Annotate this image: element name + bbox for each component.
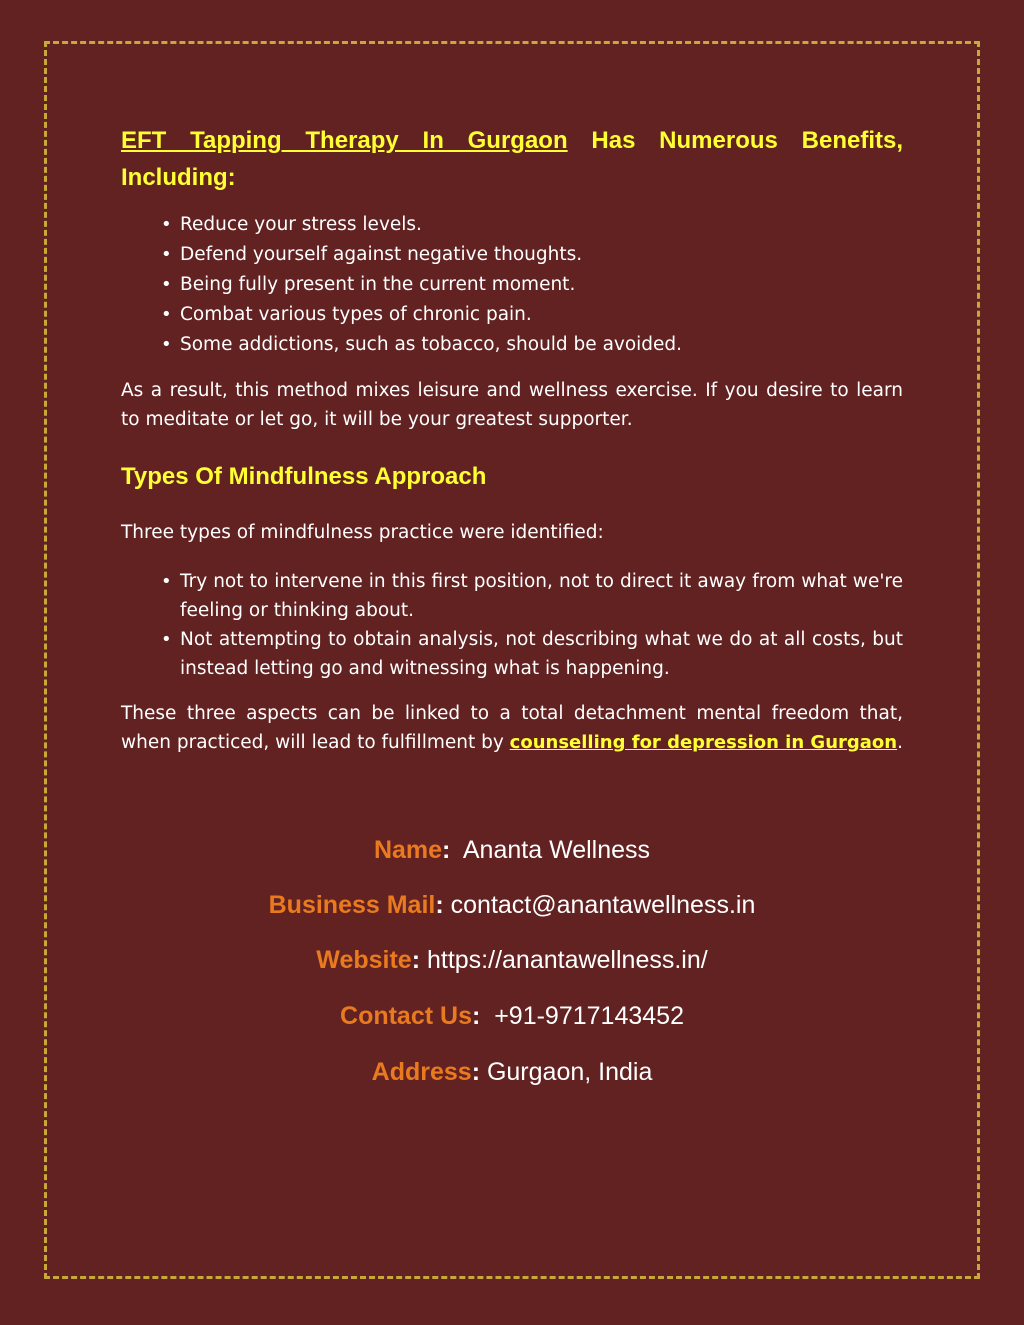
list-item: • Defend yourself against negative thoughts. <box>161 240 903 270</box>
mail-label: Business Mail <box>268 891 436 919</box>
colon: : <box>471 1002 481 1030</box>
contact-name <box>0 836 1024 865</box>
mindfulness-heading: Types Of Mindfulness Approach <box>121 463 487 490</box>
conclusion-end: . <box>897 732 904 753</box>
colon: : <box>435 891 444 919</box>
website-value[interactable]: https://anantawellness.in/ <box>420 946 708 974</box>
contact-website <box>0 946 1024 975</box>
name-value: Ananta Wellness <box>450 836 651 864</box>
phone-label: Contact Us <box>340 1002 472 1030</box>
list-item: • Some addictions, such as tobacco, should be avoided. <box>161 330 903 360</box>
colon: : <box>442 836 451 864</box>
list-item: • Being fully present in the current moment. <box>161 270 903 300</box>
benefits-list <box>121 210 903 360</box>
phone-value[interactable]: +91-9717143452 <box>480 1002 684 1030</box>
contact-phone <box>0 1002 1024 1031</box>
list-item: • Reduce your stress levels. <box>161 210 903 240</box>
address-value: Gurgaon, India <box>480 1058 653 1086</box>
main-content <box>121 122 903 757</box>
result-paragraph: As a result, this method mixes leisure and wellness exercise. If you desire to learn to meditate or let go, it will be your greatest supporter. <box>121 380 903 430</box>
mindfulness-list <box>121 567 903 683</box>
contact-mail <box>0 891 1024 920</box>
colon: : <box>471 1058 481 1086</box>
benefits-heading <box>121 122 903 196</box>
address-label: Address <box>371 1058 472 1086</box>
contact-address <box>0 1058 1024 1087</box>
list-item: • Try not to intervene in this first position, not to direct it away from what we're feeling or thinking about. <box>161 567 903 625</box>
mail-value[interactable]: contact@anantawellness.in <box>443 891 756 919</box>
list-item: • Combat various types of chronic pain. <box>161 300 903 330</box>
mindfulness-intro: Three types of mindfulness practice were identified: <box>121 522 604 543</box>
conclusion-paragraph <box>121 699 903 757</box>
counselling-link[interactable]: counselling for depression in Gurgaon <box>509 732 898 753</box>
eft-therapy-link[interactable]: EFT Tapping Therapy In Gurgaon <box>121 127 568 154</box>
conclusion-text: These three aspects can be linked to a total detachment mental freedom that, when practiced, will lead to fulfillment by <box>121 703 903 753</box>
colon: : <box>411 946 421 974</box>
name-label: Name <box>373 836 443 864</box>
benefits-heading-rest: Has Numerous Benefits, Including: <box>121 127 903 191</box>
website-label: Website <box>316 946 412 974</box>
list-item: • Not attempting to obtain analysis, not describing what we do at all costs, but instead letting go and witnessing what is happening. <box>161 625 903 683</box>
